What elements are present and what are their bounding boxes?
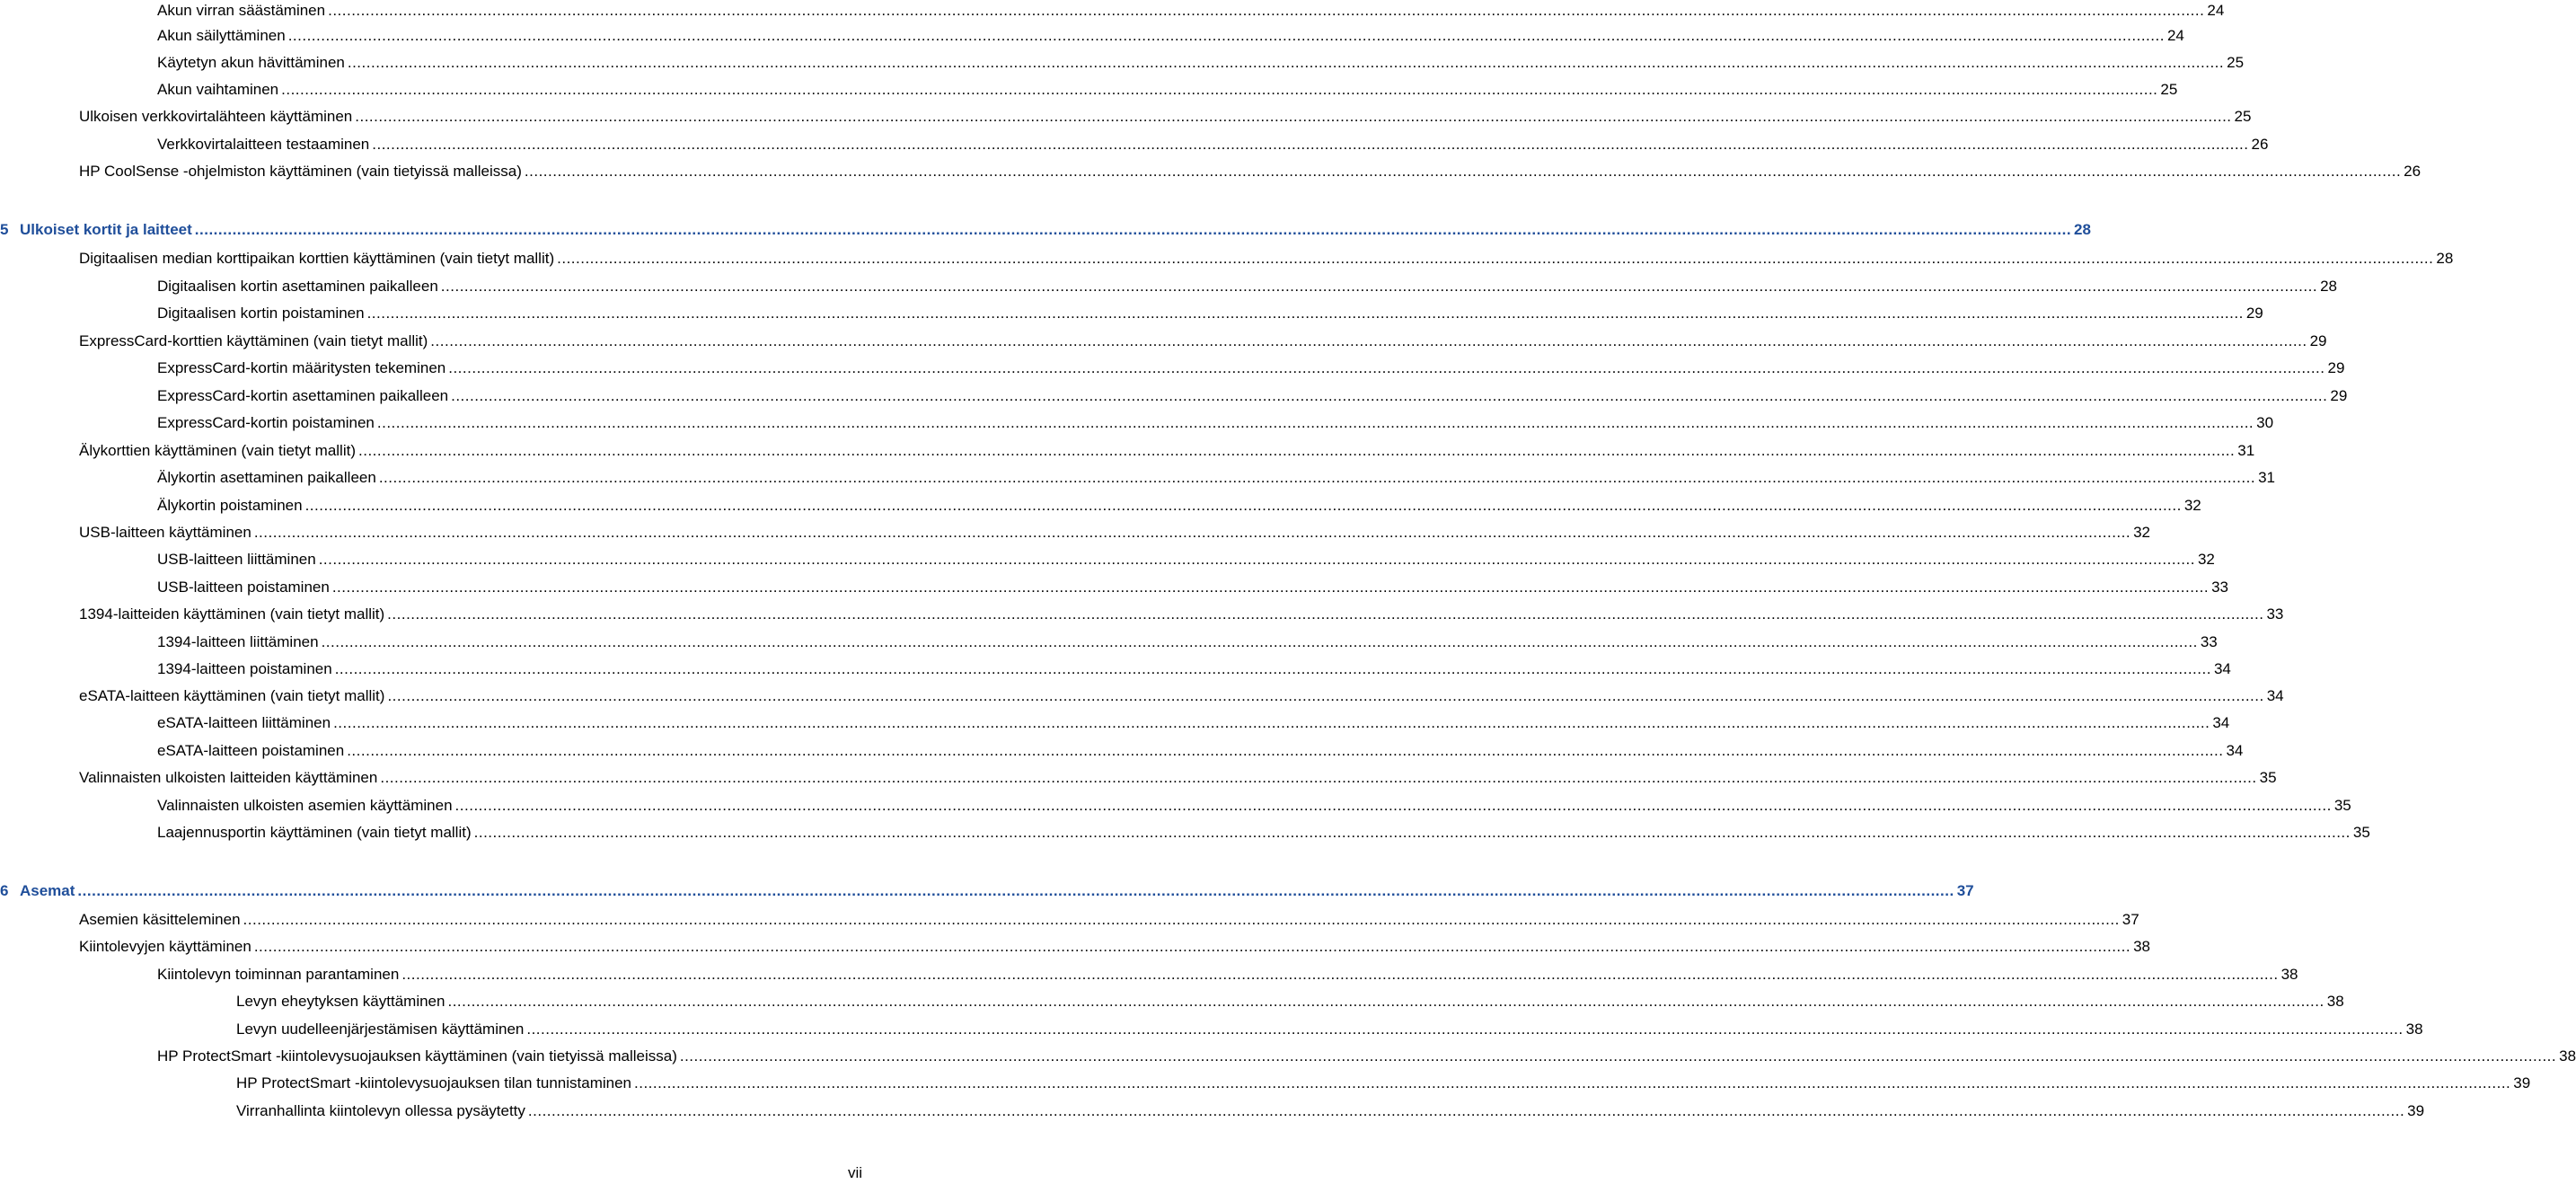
dot-leader: ................................................................................................................................................................................................................................................................................................................................................................................................................	[287, 27, 2165, 44]
toc-entry-title: Älykortin poistaminen	[157, 497, 303, 514]
toc-entry-page: 35	[2259, 769, 2277, 786]
toc-entry-page: 29	[2309, 332, 2327, 349]
toc-entry-page: 26	[2251, 136, 2269, 153]
toc-entry-page: 32	[2183, 497, 2201, 514]
toc-entry-title: Valinnaisten ulkoisten laitteiden käyttäminen	[79, 769, 378, 786]
dot-leader: ................................................................................................................................................................................................................................................................................................................................................................................................................	[451, 387, 2328, 404]
toc-entry-title: ExpressCard-kortin poistaminen	[157, 414, 375, 431]
toc-entry[interactable]	[157, 549, 2215, 570]
toc-entry-title: Ulkoisen verkkovirtalähteen käyttäminen	[79, 108, 353, 125]
dot-leader: ................................................................................................................................................................................................................................................................................................................................................................................................................	[318, 551, 2195, 568]
dot-leader: ................................................................................................................................................................................................................................................................................................................................................................................................................	[372, 136, 2249, 153]
toc-entry-title: USB-laitteen liittäminen	[157, 551, 316, 568]
toc-entry-title: Kiintolevyn toiminnan parantaminen	[157, 966, 400, 983]
toc-entry[interactable]	[79, 604, 2284, 625]
toc-entry-title: Älykorttien käyttäminen (vain tietyt mallit)	[79, 442, 356, 459]
toc-entry-page: 35	[2352, 824, 2370, 841]
toc-entry[interactable]	[157, 795, 2351, 817]
toc-entry[interactable]	[79, 161, 2422, 182]
toc-entry-title: Ulkoiset kortit ja laitteet	[20, 221, 192, 238]
dot-leader: ................................................................................................................................................................................................................................................................................................................................................................................................................	[253, 524, 2131, 541]
toc-entry-title: Akun vaihtaminen	[157, 81, 279, 98]
toc-entry-page: 29	[2330, 387, 2348, 404]
toc-entry[interactable]	[157, 577, 2229, 598]
toc-entry-page: 38	[2326, 993, 2344, 1010]
toc-entry-title: USB-laitteen käyttäminen	[79, 524, 251, 541]
toc-entry-title: ExpressCard-korttien käyttäminen (vain tietyt mallit)	[79, 332, 428, 349]
toc-entry-page: 38	[2559, 1047, 2576, 1065]
toc-entry[interactable]	[236, 1019, 2423, 1040]
toc-entry[interactable]	[157, 134, 2269, 155]
toc-entry[interactable]	[157, 632, 2218, 653]
toc-entry-page: 25	[2227, 54, 2245, 71]
toc-entry-page: 34	[2213, 660, 2231, 677]
toc-entry[interactable]	[157, 358, 2345, 379]
dot-leader: ................................................................................................................................................................................................................................................................................................................................................................................................................	[430, 332, 2307, 349]
chapter-number: 5	[0, 221, 9, 238]
toc-entry-page: 37	[2122, 911, 2139, 928]
toc-entry[interactable]	[157, 412, 2274, 434]
toc-entry-title: Digitaalisen kortin poistaminen	[157, 305, 365, 322]
toc-entry-page: 38	[2280, 966, 2298, 983]
toc-entry-title: HP ProtectSmart -kiintolevysuojauksen tilan tunnistaminen	[236, 1074, 632, 1091]
toc-entry[interactable]	[157, 385, 2348, 407]
dot-leader: ................................................................................................................................................................................................................................................................................................................................................................................................................	[679, 1047, 2557, 1065]
dot-leader: ................................................................................................................................................................................................................................................................................................................................................................................................................	[447, 993, 2325, 1010]
dot-leader: ................................................................................................................................................................................................................................................................................................................................................................................................................	[454, 797, 2332, 814]
toc-entry-title: ExpressCard-kortin määritysten tekeminen	[157, 359, 446, 376]
toc-entry-title: Virranhallinta kiintolevyn ollessa pysäytetty	[236, 1102, 525, 1119]
toc-entry-page: 34	[2226, 742, 2244, 759]
dot-leader: ................................................................................................................................................................................................................................................................................................................................................................................................................	[378, 469, 2256, 486]
toc-entry-title: 1394-laitteiden käyttäminen (vain tietyt mallit)	[79, 605, 385, 623]
toc-entry-title: ExpressCard-kortin asettaminen paikalleen	[157, 387, 449, 404]
toc-entry-page: 29	[2327, 359, 2345, 376]
toc-entry[interactable]	[157, 658, 2231, 680]
dot-leader: ................................................................................................................................................................................................................................................................................................................................................................................................................	[331, 579, 2210, 596]
toc-entry-page: 32	[2133, 524, 2151, 541]
toc-entry-page: 31	[2237, 442, 2255, 459]
toc-entry[interactable]	[157, 25, 2184, 47]
toc-entry-title: Asemien käsitteleminen	[79, 911, 241, 928]
dot-leader: ................................................................................................................................................................................................................................................................................................................................................................................................................	[333, 714, 2210, 731]
toc-entry-page: 28	[2436, 250, 2454, 267]
toc-entry[interactable]	[79, 936, 2151, 958]
toc-entry-page: 32	[2197, 551, 2215, 568]
toc-entry[interactable]	[157, 740, 2244, 762]
toc-entry[interactable]	[157, 303, 2263, 324]
dot-leader: ................................................................................................................................................................................................................................................................................................................................................................................................................	[387, 687, 2264, 704]
toc-entry-page: 33	[2211, 579, 2229, 596]
toc-entry[interactable]	[79, 331, 2327, 352]
toc-entry-page: 30	[2256, 414, 2274, 431]
toc-entry-title: Akun virran säästäminen	[157, 2, 326, 19]
dot-leader: ................................................................................................................................................................................................................................................................................................................................................................................................................	[448, 359, 2325, 376]
dot-leader: ................................................................................................................................................................................................................................................................................................................................................................................................................	[243, 911, 2120, 928]
dot-leader: ................................................................................................................................................................................................................................................................................................................................................................................................................	[634, 1074, 2511, 1091]
dot-leader: ................................................................................................................................................................................................................................................................................................................................................................................................................	[524, 163, 2402, 180]
dot-leader: ................................................................................................................................................................................................................................................................................................................................................................................................................	[253, 938, 2131, 955]
toc-chapter-entry[interactable]	[0, 219, 2091, 241]
dot-leader: ................................................................................................................................................................................................................................................................................................................................................................................................................	[401, 966, 2279, 983]
toc-entry[interactable]	[236, 1073, 2531, 1094]
toc-entry-page: 37	[1956, 882, 1974, 899]
toc-entry-page: 38	[2133, 938, 2151, 955]
dot-leader: ................................................................................................................................................................................................................................................................................................................................................................................................................	[355, 108, 2232, 125]
toc-entry-page: 25	[2160, 81, 2178, 98]
toc-entry-page: 31	[2258, 469, 2275, 486]
toc-entry[interactable]	[157, 79, 2178, 101]
toc-entry-title: Asemat	[20, 882, 75, 899]
toc-entry-page: 25	[2234, 108, 2252, 125]
toc-entry[interactable]	[79, 248, 2454, 269]
dot-leader: ................................................................................................................................................................................................................................................................................................................................................................................................................	[194, 221, 2072, 238]
toc-entry-page: 35	[2333, 797, 2351, 814]
toc-entry[interactable]	[157, 276, 2337, 297]
toc-entry-title: Digitaalisen median korttipaikan korttien käyttäminen (vain tietyt mallit)	[79, 250, 555, 267]
toc-entry-page: 39	[2407, 1102, 2425, 1119]
toc-entry[interactable]	[236, 991, 2344, 1012]
toc-entry-title: USB-laitteen poistaminen	[157, 579, 330, 596]
toc-entry-title: Verkkovirtalaitteen testaaminen	[157, 136, 370, 153]
toc-entry-title: 1394-laitteen liittäminen	[157, 633, 319, 650]
toc-entry-page: 33	[2200, 633, 2218, 650]
toc-entry-title: eSATA-laitteen poistaminen	[157, 742, 345, 759]
toc-entry-title: Kiintolevyjen käyttäminen	[79, 938, 251, 955]
toc-entry-title: Akun säilyttäminen	[157, 27, 286, 44]
toc-entry[interactable]	[236, 1100, 2425, 1122]
toc-entry-title: Valinnaisten ulkoisten asemien käyttäminen	[157, 797, 453, 814]
dot-leader: ................................................................................................................................................................................................................................................................................................................................................................................................................	[358, 442, 2236, 459]
toc-entry[interactable]	[157, 0, 2225, 22]
dot-leader: ................................................................................................................................................................................................................................................................................................................................................................................................................	[380, 769, 2257, 786]
dot-leader: ................................................................................................................................................................................................................................................................................................................................................................................................................	[334, 660, 2211, 677]
dot-leader: ................................................................................................................................................................................................................................................................................................................................................................................................................	[281, 81, 2158, 98]
toc-entry[interactable]	[157, 822, 2370, 844]
toc-entry-page: 24	[2207, 2, 2225, 19]
dot-leader: ................................................................................................................................................................................................................................................................................................................................................................................................................	[321, 633, 2198, 650]
toc-entry[interactable]	[79, 106, 2252, 128]
toc-entry[interactable]	[157, 1046, 2576, 1067]
toc-entry[interactable]	[157, 52, 2245, 74]
toc-entry-page: 34	[2212, 714, 2230, 731]
toc-entry-title: HP CoolSense -ohjelmiston käyttäminen (vain tietyissä malleissa)	[79, 163, 522, 180]
toc-entry[interactable]	[157, 964, 2298, 985]
toc-entry-title: Digitaalisen kortin asettaminen paikalleen	[157, 278, 438, 295]
toc-entry-page: 28	[2074, 221, 2091, 238]
toc-entry-title: HP ProtectSmart -kiintolevysuojauksen käyttäminen (vain tietyissä malleissa)	[157, 1047, 677, 1065]
toc-entry-page: 34	[2266, 687, 2284, 704]
page-number: vii	[847, 1164, 862, 1181]
toc-chapter-entry[interactable]	[0, 880, 1974, 902]
toc-entry[interactable]	[157, 712, 2230, 734]
dot-leader: ................................................................................................................................................................................................................................................................................................................................................................................................................	[347, 54, 2225, 71]
dot-leader: ................................................................................................................................................................................................................................................................................................................................................................................................................	[347, 742, 2224, 759]
toc-entry-title: Laajennusportin käyttäminen (vain tietyt mallit)	[157, 824, 472, 841]
toc-entry[interactable]	[79, 909, 2139, 931]
toc-entry-page: 39	[2513, 1074, 2531, 1091]
toc-entry[interactable]	[157, 467, 2275, 489]
toc-entry[interactable]	[79, 685, 2284, 707]
toc-entry[interactable]	[79, 522, 2151, 543]
toc-entry-page: 28	[2320, 278, 2337, 295]
toc-entry-title: Levyn eheytyksen käyttäminen	[236, 993, 446, 1010]
toc-entry-title: 1394-laitteen poistaminen	[157, 660, 332, 677]
toc-entry-page: 33	[2266, 605, 2284, 623]
chapter-number: 6	[0, 882, 9, 899]
dot-leader: ................................................................................................................................................................................................................................................................................................................................................................................................................	[526, 1021, 2404, 1038]
dot-leader: ................................................................................................................................................................................................................................................................................................................................................................................................................	[304, 497, 2182, 514]
dot-leader: ................................................................................................................................................................................................................................................................................................................................................................................................................	[77, 882, 1954, 899]
toc-entry-page: 24	[2166, 27, 2184, 44]
dot-leader: ................................................................................................................................................................................................................................................................................................................................................................................................................	[557, 250, 2434, 267]
dot-leader: ................................................................................................................................................................................................................................................................................................................................................................................................................	[376, 414, 2254, 431]
dot-leader: ................................................................................................................................................................................................................................................................................................................................................................................................................	[387, 605, 2264, 623]
toc-entry-page: 29	[2245, 305, 2263, 322]
toc-entry-page: 38	[2405, 1021, 2423, 1038]
dot-leader: ................................................................................................................................................................................................................................................................................................................................................................................................................	[366, 305, 2244, 322]
toc-entry[interactable]	[79, 440, 2255, 462]
toc-entry-title: Levyn uudelleenjärjestämisen käyttäminen	[236, 1021, 525, 1038]
toc-entry-title: eSATA-laitteen liittäminen	[157, 714, 331, 731]
toc-entry[interactable]	[79, 767, 2277, 789]
toc-entry-page: 26	[2404, 163, 2422, 180]
toc-entry-title: Älykortin asettaminen paikalleen	[157, 469, 376, 486]
toc-entry[interactable]	[157, 495, 2201, 517]
dot-leader: ................................................................................................................................................................................................................................................................................................................................................................................................................	[473, 824, 2351, 841]
dot-leader: ................................................................................................................................................................................................................................................................................................................................................................................................................	[328, 2, 2205, 19]
toc-entry-title: Käytetyn akun hävittäminen	[157, 54, 345, 71]
toc-entry-title: eSATA-laitteen käyttäminen (vain tietyt mallit)	[79, 687, 385, 704]
dot-leader: ................................................................................................................................................................................................................................................................................................................................................................................................................	[440, 278, 2318, 295]
dot-leader: ................................................................................................................................................................................................................................................................................................................................................................................................................	[527, 1102, 2405, 1119]
